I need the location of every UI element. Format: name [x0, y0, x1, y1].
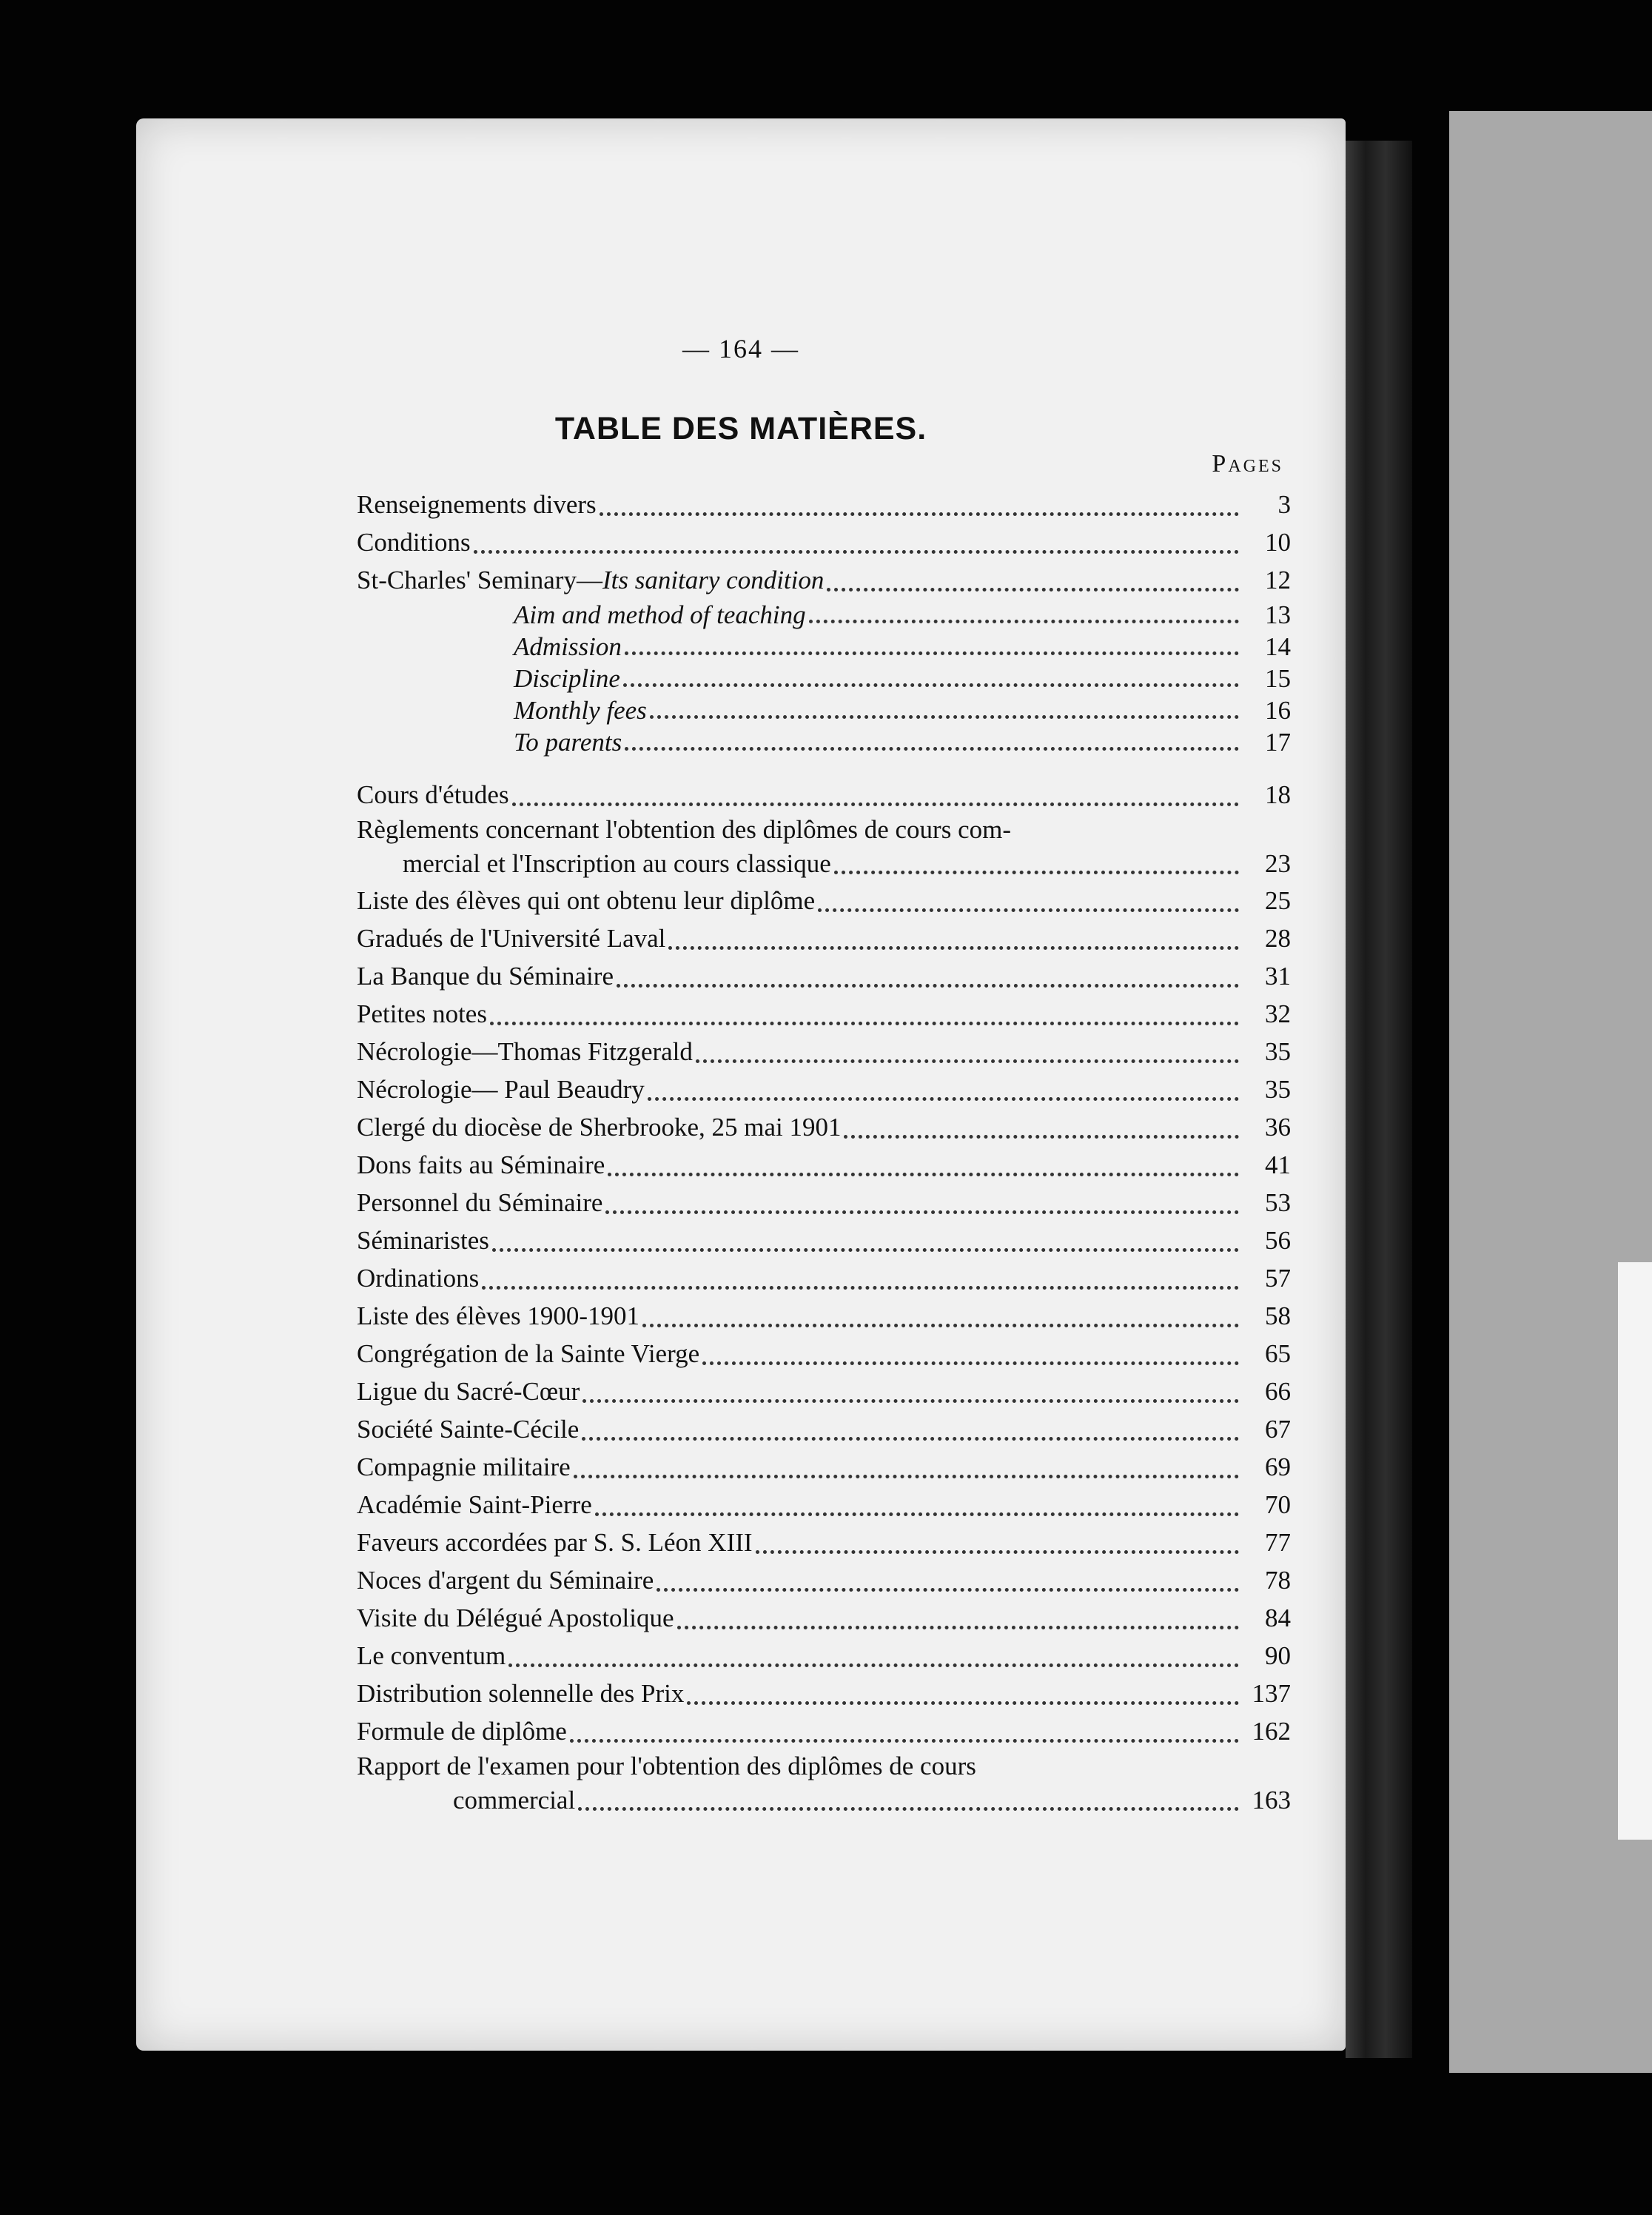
toc-entry-page: 10 [1265, 528, 1291, 557]
toc-entry [357, 776, 1320, 814]
toc-entry [357, 1561, 1320, 1599]
page-number: — 164 — [682, 334, 799, 363]
toc-entry [357, 957, 1320, 995]
toc-entry [357, 1222, 1320, 1259]
toc-entry-page: 14 [1265, 632, 1291, 661]
toc-entry-page: 25 [1265, 886, 1291, 915]
toc-entry [357, 1675, 1320, 1712]
page-title: TABLE DES MATIÈRES. [554, 411, 927, 446]
toc-entry-page: 66 [1265, 1377, 1291, 1406]
toc-entry-label: Le conventum [357, 1641, 506, 1670]
toc-entry-page: 90 [1265, 1641, 1291, 1670]
toc-entry [357, 919, 1320, 957]
dot-leader [605, 1206, 1239, 1214]
toc-entry-label: Ordinations [357, 1264, 480, 1293]
toc-entry-line1: Rapport de l'examen pour l'obtention des diplômes de cours [357, 1752, 976, 1780]
toc-entry-page: 17 [1265, 728, 1291, 757]
toc-entry-page: 58 [1265, 1301, 1291, 1330]
toc-entry-page: 163 [1252, 1786, 1291, 1814]
toc-subentry [357, 694, 1320, 726]
toc-entry-label: Nécrologie— Paul Beaudry [357, 1075, 645, 1104]
toc-entry-label: Clergé du diocèse de Sherbrooke, 25 mai 1901 [357, 1113, 842, 1142]
toc-entry-label: La Banque du Séminaire [357, 962, 614, 991]
toc-entry [357, 1033, 1320, 1070]
toc-entry-page: 78 [1265, 1566, 1291, 1595]
dot-leader [582, 1395, 1239, 1403]
toc-entry-label: Gradués de l'Université Laval [357, 924, 666, 953]
toc-entry-label: Ligue du Sacré-Cœur [357, 1377, 580, 1406]
toc-entry [357, 1524, 1320, 1561]
page-content [136, 118, 1346, 2051]
toc-entry-page: 28 [1265, 924, 1291, 953]
toc-entry [357, 1448, 1320, 1486]
toc-subentry [357, 726, 1320, 758]
dot-leader [657, 1584, 1239, 1592]
toc-entry [357, 1146, 1320, 1184]
toc-entry-page: 32 [1265, 999, 1291, 1028]
toc-entry [357, 1637, 1320, 1675]
toc-subentry [357, 599, 1320, 631]
toc-entry [357, 1184, 1320, 1222]
toc-entry-page: 31 [1265, 962, 1291, 991]
toc-entry [357, 1712, 1320, 1750]
toc-entry-label: Visite du Délégué Apostolique [357, 1604, 674, 1632]
dot-leader [650, 711, 1239, 719]
dot-leader [834, 866, 1239, 874]
toc-entry [357, 1486, 1320, 1524]
toc-entry-label: Conditions [357, 528, 471, 557]
toc-entry-label: Congrégation de la Sainte Vierge [357, 1339, 700, 1368]
toc-subentry [357, 663, 1320, 694]
toc-entry-label: Académie Saint-Pierre [357, 1490, 592, 1519]
dot-leader [702, 1357, 1239, 1365]
toc-entry [357, 561, 1320, 599]
toc-entry [357, 1070, 1320, 1108]
toc-entry-label: Cours d'études [357, 780, 509, 809]
toc-entry [357, 1259, 1320, 1297]
toc-entry-page: 57 [1265, 1264, 1291, 1293]
toc-subentry [357, 631, 1320, 663]
toc-entry-label: Personnel du Séminaire [357, 1188, 603, 1217]
toc-entry-line2: mercial et l'Inscription au cours classique [403, 849, 831, 878]
toc-entry-label: Liste des élèves qui ont obtenu leur diplôme [357, 886, 816, 915]
toc-entry-page: 35 [1265, 1075, 1291, 1104]
toc-entry-label: Société Sainte-Cécile [357, 1415, 580, 1444]
toc-entry-page: 84 [1265, 1604, 1291, 1632]
spacer [357, 758, 1320, 776]
toc-entry-label: Monthly fees [514, 696, 647, 725]
toc-entry-page: 13 [1265, 600, 1291, 629]
dot-leader [827, 583, 1239, 592]
pages-column-header: Pages [1212, 450, 1283, 477]
toc-entry [357, 1297, 1320, 1335]
dot-leader [600, 508, 1239, 516]
toc-entry-label-prefix: St-Charles' Seminary— [357, 566, 602, 594]
toc-entry-page: 12 [1265, 566, 1291, 594]
dot-leader [625, 647, 1239, 655]
toc-entry-line2-row [357, 1783, 1320, 1818]
toc-entry-page: 53 [1265, 1188, 1291, 1217]
dot-leader [818, 904, 1239, 912]
toc-entry-label: Séminaristes [357, 1226, 489, 1255]
toc-entry-label: Dons faits au Séminaire [357, 1150, 605, 1179]
dot-leader [492, 1244, 1239, 1252]
toc-entry-multiline [357, 1750, 1320, 1818]
toc-entry-page: 3 [1277, 490, 1291, 519]
toc-entry-page: 35 [1265, 1037, 1291, 1066]
toc-entry-page: 137 [1252, 1679, 1291, 1708]
toc-entry-label: Liste des élèves 1900-1901 [357, 1301, 639, 1330]
toc-entry-page: 65 [1265, 1339, 1291, 1368]
toc-entry-label: Nécrologie—Thomas Fitzgerald [357, 1037, 693, 1066]
toc-entry-label: To parents [514, 728, 622, 757]
toc-entry-line2: commercial [453, 1786, 576, 1814]
toc-entry-label: Petites notes [357, 999, 487, 1028]
toc-entry-label: Compagnie militaire [357, 1452, 571, 1481]
toc-entry-label: Faveurs accordées par S. S. Léon XIII [357, 1528, 753, 1557]
toc-entry [357, 995, 1320, 1033]
book-page [136, 118, 1346, 2051]
dot-leader [687, 1697, 1239, 1705]
dot-leader [668, 942, 1239, 950]
toc-entry-label: Renseignements divers [357, 490, 597, 519]
toc-entry-multiline [357, 814, 1320, 882]
dot-leader [512, 798, 1239, 806]
toc-entry-label: Discipline [514, 664, 620, 693]
toc-entry-page: 36 [1265, 1113, 1291, 1142]
dot-leader [508, 1659, 1239, 1667]
toc-entry-page: 69 [1265, 1452, 1291, 1481]
dot-leader [623, 679, 1239, 687]
dot-leader [642, 1319, 1239, 1327]
dot-leader [844, 1130, 1239, 1139]
toc-entry-page: 77 [1265, 1528, 1291, 1557]
dot-leader [648, 1093, 1239, 1101]
paper-slip [1618, 1262, 1652, 1840]
toc-entry-page: 18 [1265, 780, 1291, 809]
toc-entry-label: Admission [514, 632, 622, 661]
dot-leader [617, 979, 1239, 988]
toc-entry-label: Distribution solennelle des Prix [357, 1679, 685, 1708]
dot-leader [490, 1017, 1239, 1025]
toc-entry-page: 162 [1252, 1717, 1291, 1746]
dot-leader [570, 1735, 1239, 1743]
toc-entry [357, 1373, 1320, 1410]
dot-leader [595, 1508, 1239, 1516]
toc-entry-page: 67 [1265, 1415, 1291, 1444]
dot-leader [474, 546, 1239, 554]
dot-leader [608, 1168, 1239, 1176]
toc-entry-page: 41 [1265, 1150, 1291, 1179]
toc-entry-line1: Règlements concernant l'obtention des diplômes de cours com- [357, 815, 1011, 844]
toc-entry-page: 16 [1265, 696, 1291, 725]
toc-entry [357, 1599, 1320, 1637]
toc-entry-page: 56 [1265, 1226, 1291, 1255]
toc-entry [357, 882, 1320, 919]
toc-entry-label: Aim and method of teaching [514, 600, 806, 629]
toc-entry [357, 486, 1320, 523]
dot-leader [625, 743, 1239, 751]
dot-leader [482, 1281, 1239, 1290]
toc-entry-line2-row [357, 846, 1320, 882]
toc-entry-page: 23 [1265, 849, 1291, 878]
toc-entry-label-italic: Its sanitary condition [602, 566, 825, 594]
toc-entry [357, 1410, 1320, 1448]
toc-entry-page: 15 [1265, 664, 1291, 693]
toc-entry [357, 523, 1320, 561]
dot-leader [574, 1470, 1239, 1478]
toc-entry-page: 70 [1265, 1490, 1291, 1519]
toc-entry [357, 1335, 1320, 1373]
dot-leader [578, 1803, 1239, 1811]
table-of-contents [357, 486, 1320, 1818]
dot-leader [809, 615, 1239, 623]
dot-leader [582, 1432, 1239, 1441]
toc-entry [357, 1108, 1320, 1146]
toc-entry-label: Formule de diplôme [357, 1717, 567, 1746]
dot-leader [696, 1055, 1239, 1063]
toc-entry-label: Noces d'argent du Séminaire [357, 1566, 654, 1595]
page-edge [1346, 141, 1412, 2058]
dot-leader [677, 1621, 1239, 1629]
dot-leader [756, 1546, 1239, 1554]
toc-entry-label [357, 561, 824, 599]
